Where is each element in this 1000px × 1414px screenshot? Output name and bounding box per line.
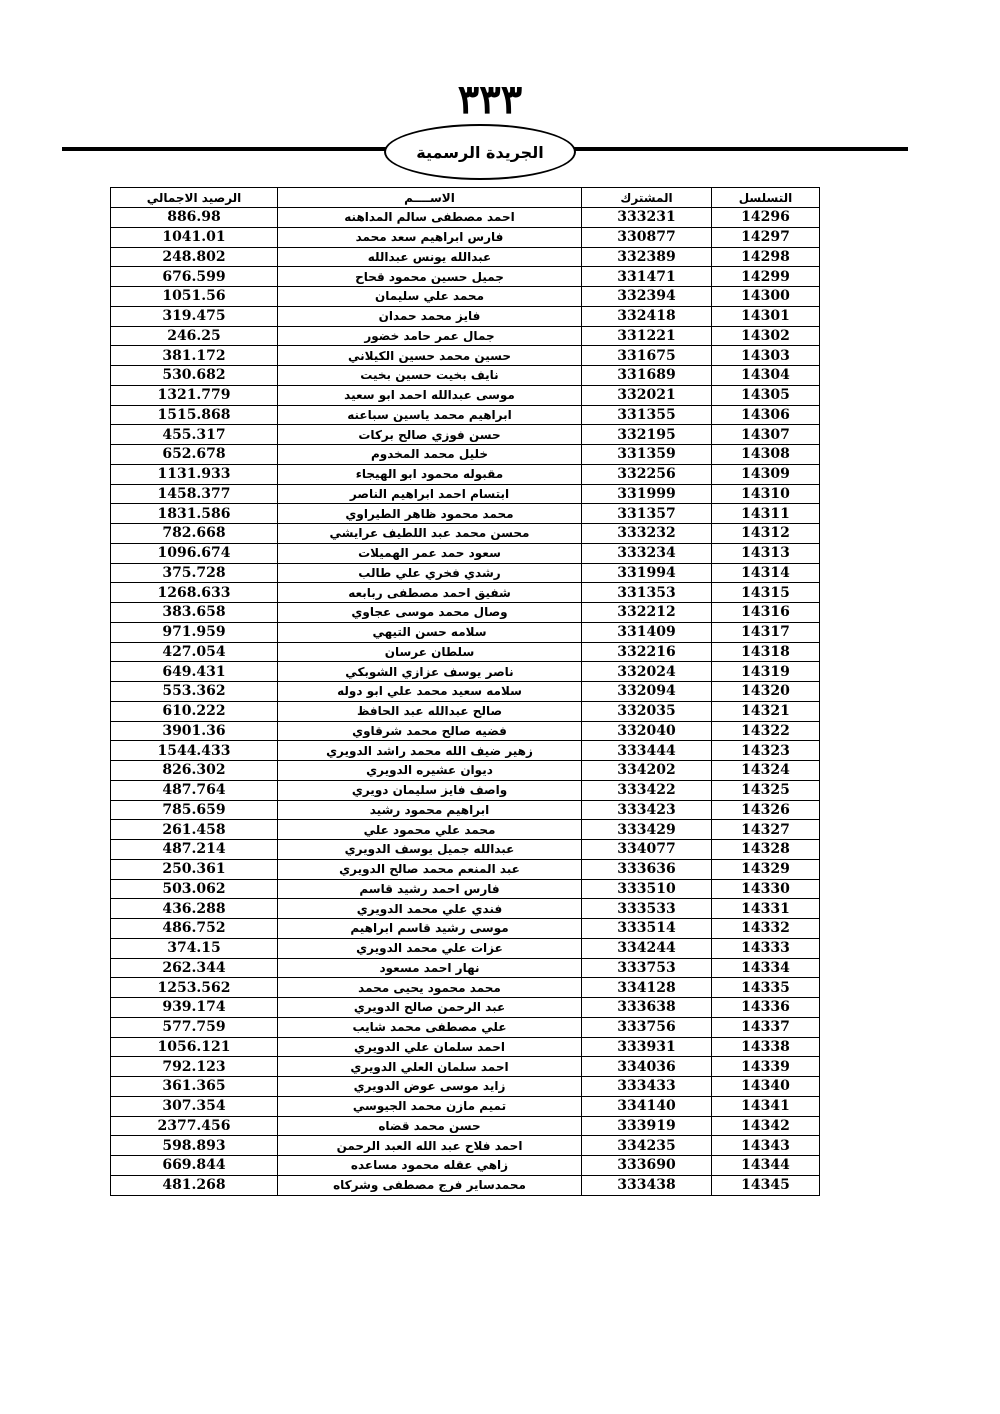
serial-cell: 14330 [712,879,820,899]
subscriber-cell: 333231 [582,208,712,228]
serial-cell: 14309 [712,464,820,484]
name-cell: سعود حمد عمر الهميلات [278,543,582,563]
serial-cell: 14297 [712,227,820,247]
table-row [111,267,820,287]
serial-cell: 14338 [712,1037,820,1057]
balance-cell: 939.174 [111,998,278,1018]
name-cell: تميم مازن محمد الجيوسي [278,1096,582,1116]
table-row [111,919,820,939]
serial-cell: 14342 [712,1116,820,1136]
balance-cell: 1515.868 [111,405,278,425]
serial-cell: 14318 [712,642,820,662]
serial-cell: 14325 [712,780,820,800]
serial-cell: 14307 [712,425,820,445]
subscriber-cell: 333533 [582,899,712,919]
subscriber-cell: 333753 [582,958,712,978]
name-cell: محمد علي سليمان [278,287,582,307]
serial-cell: 14306 [712,405,820,425]
balance-cell: 375.728 [111,563,278,583]
subscriber-cell: 333756 [582,1017,712,1037]
name-cell: نايف بخيت حسين بخيت [278,366,582,386]
name-cell: احمد مصطفى سالم المداهنه [278,208,582,228]
name-cell: احمد سلمان علي الدويري [278,1037,582,1057]
table-row [111,1057,820,1077]
table-row [111,385,820,405]
name-cell: ابراهيم محمود رشيد [278,800,582,820]
table-row [111,1017,820,1037]
name-cell: ابراهيم محمد ياسين سباعنه [278,405,582,425]
table-row [111,247,820,267]
serial-cell: 14332 [712,919,820,939]
balance-cell: 383.658 [111,603,278,623]
balance-cell: 826.302 [111,761,278,781]
serial-cell: 14340 [712,1077,820,1097]
column-header-name: الاســــم [278,188,582,208]
serial-cell: 14308 [712,445,820,465]
serial-cell: 14321 [712,701,820,721]
serial-cell: 14337 [712,1017,820,1037]
column-header-serial: التسلسل [712,188,820,208]
subscriber-cell: 332394 [582,287,712,307]
balance-cell: 455.317 [111,425,278,445]
balance-cell: 1041.01 [111,227,278,247]
serial-cell: 14329 [712,859,820,879]
table-row [111,800,820,820]
name-cell: محسن محمد عبد اللطيف عرايشي [278,524,582,544]
name-cell: صالح عبدالله عبد الحافظ [278,701,582,721]
balance-cell: 1268.633 [111,583,278,603]
table-row [111,1037,820,1057]
subscriber-cell: 333510 [582,879,712,899]
table-row [111,366,820,386]
serial-cell: 14320 [712,682,820,702]
table-row [111,1136,820,1156]
subscriber-cell: 333232 [582,524,712,544]
balance-cell: 361.365 [111,1077,278,1097]
name-cell: مقبوله محمود ابو الهيجاء [278,464,582,484]
subscriber-cell: 333919 [582,1116,712,1136]
table-row [111,721,820,741]
table-row [111,978,820,998]
name-cell: احمد سلمان العلي الدويري [278,1057,582,1077]
subscriber-cell: 333433 [582,1077,712,1097]
balance-cell: 1831.586 [111,504,278,524]
balance-cell: 503.062 [111,879,278,899]
balance-cell: 2377.456 [111,1116,278,1136]
balance-cell: 598.893 [111,1136,278,1156]
name-cell: نهار احمد مسعود [278,958,582,978]
serial-cell: 14331 [712,899,820,919]
subscriber-cell: 331471 [582,267,712,287]
table-row [111,208,820,228]
subscriber-cell: 331675 [582,346,712,366]
name-cell: زاهي عقله محمود مساعده [278,1156,582,1176]
name-cell: عبد المنعم محمد صالح الدويري [278,859,582,879]
serial-cell: 14322 [712,721,820,741]
name-cell: سلامه حسن التيهي [278,622,582,642]
subscriber-cell: 334140 [582,1096,712,1116]
subscriber-cell: 331409 [582,622,712,642]
publication-title: الجريدة الرسمية [416,142,544,162]
balance-cell: 261.458 [111,820,278,840]
name-cell: عزات علي محمد الدويري [278,938,582,958]
serial-cell: 14336 [712,998,820,1018]
subscriber-cell: 333638 [582,998,712,1018]
table-row [111,682,820,702]
subscriber-cell: 332195 [582,425,712,445]
subscriber-cell: 333429 [582,820,712,840]
name-cell: ديوان عشيره الدويري [278,761,582,781]
name-cell: موسى عبدالله احمد ابو سعيد [278,385,582,405]
name-cell: علي مصطفى محمد شايب [278,1017,582,1037]
subscriber-cell: 334036 [582,1057,712,1077]
subscriber-cell: 331357 [582,504,712,524]
name-cell: سلطان عرسان [278,642,582,662]
balance-cell: 1458.377 [111,484,278,504]
name-cell: واصف فايز سليمان دويري [278,780,582,800]
serial-cell: 14299 [712,267,820,287]
name-cell: محمدساير فرج مصطفى وشركاه [278,1175,582,1195]
table-row [111,346,820,366]
name-cell: ناصر يوسف عزازي الشوبكي [278,662,582,682]
serial-cell: 14301 [712,306,820,326]
name-cell: فندي علي محمد الدويري [278,899,582,919]
subscriber-cell: 333514 [582,919,712,939]
subscriber-cell: 334235 [582,1136,712,1156]
balance-cell: 782.668 [111,524,278,544]
table-row [111,1116,820,1136]
table-row [111,504,820,524]
balance-cell: 250.361 [111,859,278,879]
name-cell: جميل حسين محمود قحاح [278,267,582,287]
name-cell: سلامه سعيد محمد علي ابو دوله [278,682,582,702]
subscriber-cell: 334244 [582,938,712,958]
serial-cell: 14343 [712,1136,820,1156]
subscriber-cell: 333444 [582,741,712,761]
subscriber-cell: 333422 [582,780,712,800]
subscriber-cell: 333423 [582,800,712,820]
serial-cell: 14317 [712,622,820,642]
table-row [111,998,820,1018]
serial-cell: 14316 [712,603,820,623]
table-row [111,780,820,800]
serial-cell: 14303 [712,346,820,366]
balance-cell: 792.123 [111,1057,278,1077]
table-row [111,859,820,879]
name-cell: موسى رشيد قاسم ابراهيم [278,919,582,939]
balance-cell: 307.354 [111,1096,278,1116]
subscriber-cell: 332024 [582,662,712,682]
subscriber-cell: 333931 [582,1037,712,1057]
subscriber-cell: 331355 [582,405,712,425]
balance-cell: 1131.933 [111,464,278,484]
table-row [111,227,820,247]
balance-cell: 785.659 [111,800,278,820]
name-cell: فايز محمد حمدان [278,306,582,326]
table-row [111,425,820,445]
table-row [111,662,820,682]
serial-cell: 14328 [712,840,820,860]
balance-cell: 487.214 [111,840,278,860]
name-cell: محمد محمود ظاهر الطيراوي [278,504,582,524]
serial-cell: 14315 [712,583,820,603]
subscriber-cell: 332035 [582,701,712,721]
subscriber-cell: 333438 [582,1175,712,1195]
name-cell: ابتسام احمد ابراهيم الناصر [278,484,582,504]
serial-cell: 14311 [712,504,820,524]
balance-cell: 669.844 [111,1156,278,1176]
serial-cell: 14314 [712,563,820,583]
subscriber-balance-table [110,187,820,1196]
table-row [111,820,820,840]
serial-cell: 14319 [712,662,820,682]
name-cell: رشدي فخري علي طالب [278,563,582,583]
table-row [111,583,820,603]
balance-cell: 1544.433 [111,741,278,761]
name-cell: فضيه صالح محمد شرقاوي [278,721,582,741]
balance-cell: 486.752 [111,919,278,939]
balance-cell: 1321.779 [111,385,278,405]
serial-cell: 14312 [712,524,820,544]
subscriber-cell: 331994 [582,563,712,583]
subscriber-cell: 332216 [582,642,712,662]
column-header-subscriber: المشترك [582,188,712,208]
table-row [111,701,820,721]
name-cell: عبدالله جميل يوسف الدويري [278,840,582,860]
subscriber-cell: 332040 [582,721,712,741]
name-cell: حسن فوزي صالح بركات [278,425,582,445]
subscriber-cell: 332256 [582,464,712,484]
subscriber-cell: 330877 [582,227,712,247]
name-cell: عبد الرحمن صالح الدويري [278,998,582,1018]
serial-cell: 14333 [712,938,820,958]
table-row [111,405,820,425]
subscriber-cell: 331359 [582,445,712,465]
balance-cell: 3901.36 [111,721,278,741]
table-row [111,741,820,761]
serial-cell: 14323 [712,741,820,761]
table-row [111,622,820,642]
name-cell: خليل محمد المخدوم [278,445,582,465]
table-row [111,484,820,504]
serial-cell: 14310 [712,484,820,504]
name-cell: حسين محمد حسين الكيلاني [278,346,582,366]
serial-cell: 14339 [712,1057,820,1077]
table-row [111,326,820,346]
subscriber-cell: 333234 [582,543,712,563]
name-cell: شفيق احمد مصطفى ربابعه [278,583,582,603]
subscriber-cell: 334077 [582,840,712,860]
subscriber-cell: 333636 [582,859,712,879]
balance-cell: 381.172 [111,346,278,366]
table-row [111,958,820,978]
serial-cell: 14305 [712,385,820,405]
balance-cell: 553.362 [111,682,278,702]
name-cell: فارس احمد رشيد قاسم [278,879,582,899]
serial-cell: 14300 [712,287,820,307]
balance-cell: 436.288 [111,899,278,919]
serial-cell: 14298 [712,247,820,267]
table-row [111,603,820,623]
serial-cell: 14344 [712,1156,820,1176]
balance-cell: 248.802 [111,247,278,267]
subscriber-cell: 334128 [582,978,712,998]
balance-cell: 577.759 [111,1017,278,1037]
name-cell: حسن محمد قضاه [278,1116,582,1136]
balance-cell: 427.054 [111,642,278,662]
balance-cell: 481.268 [111,1175,278,1195]
table-row [111,1096,820,1116]
subscriber-cell: 331221 [582,326,712,346]
table-row [111,938,820,958]
table-row [111,879,820,899]
table-row [111,1077,820,1097]
serial-cell: 14335 [712,978,820,998]
serial-cell: 14302 [712,326,820,346]
table-row [111,563,820,583]
subscriber-cell: 333690 [582,1156,712,1176]
subscriber-cell: 331689 [582,366,712,386]
balance-cell: 649.431 [111,662,278,682]
balance-cell: 487.764 [111,780,278,800]
table-header-row [111,188,820,208]
page-number: ٣٣٣ [457,76,523,123]
balance-cell: 262.344 [111,958,278,978]
balance-cell: 246.25 [111,326,278,346]
publication-oval [384,124,576,180]
name-cell: زايد موسى عوض الدويري [278,1077,582,1097]
name-cell: جمال عمر حامد خضور [278,326,582,346]
serial-cell: 14326 [712,800,820,820]
balance-cell: 530.682 [111,366,278,386]
serial-cell: 14334 [712,958,820,978]
table-row [111,899,820,919]
balance-cell: 1253.562 [111,978,278,998]
table-row [111,761,820,781]
serial-cell: 14313 [712,543,820,563]
serial-cell: 14296 [712,208,820,228]
balance-cell: 610.222 [111,701,278,721]
table-row [111,524,820,544]
subscriber-cell: 331999 [582,484,712,504]
table-row [111,840,820,860]
balance-cell: 676.599 [111,267,278,287]
name-cell: محمد محمود يحيى محمد [278,978,582,998]
name-cell: وصال محمد موسى عجاوي [278,603,582,623]
table-row [111,1156,820,1176]
serial-cell: 14327 [712,820,820,840]
table-body [111,208,820,1196]
subscriber-cell: 332212 [582,603,712,623]
balance-cell: 1096.674 [111,543,278,563]
balance-cell: 1056.121 [111,1037,278,1057]
balance-cell: 319.475 [111,306,278,326]
table-row [111,445,820,465]
name-cell: محمد علي محمود علي [278,820,582,840]
table-row [111,306,820,326]
name-cell: زهير ضيف الله محمد راشد الدويري [278,741,582,761]
balance-cell: 1051.56 [111,287,278,307]
subscriber-cell: 332021 [582,385,712,405]
name-cell: عبدالله يونس عبدالله [278,247,582,267]
table-row [111,543,820,563]
serial-cell: 14324 [712,761,820,781]
subscriber-cell: 334202 [582,761,712,781]
table-row [111,464,820,484]
serial-cell: 14345 [712,1175,820,1195]
balance-cell: 374.15 [111,938,278,958]
name-cell: فارس ابراهيم سعد محمد [278,227,582,247]
balance-cell: 886.98 [111,208,278,228]
name-cell: احمد فلاح عبد الله العبد الرحمن [278,1136,582,1156]
serial-cell: 14304 [712,366,820,386]
table-row [111,287,820,307]
table-row [111,1175,820,1195]
serial-cell: 14341 [712,1096,820,1116]
balance-cell: 652.678 [111,445,278,465]
column-header-balance: الرصيد الاجمالي [111,188,278,208]
subscriber-cell: 332094 [582,682,712,702]
subscriber-cell: 331353 [582,583,712,603]
subscriber-cell: 332389 [582,247,712,267]
subscriber-cell: 332418 [582,306,712,326]
table-row [111,642,820,662]
balance-cell: 971.959 [111,622,278,642]
